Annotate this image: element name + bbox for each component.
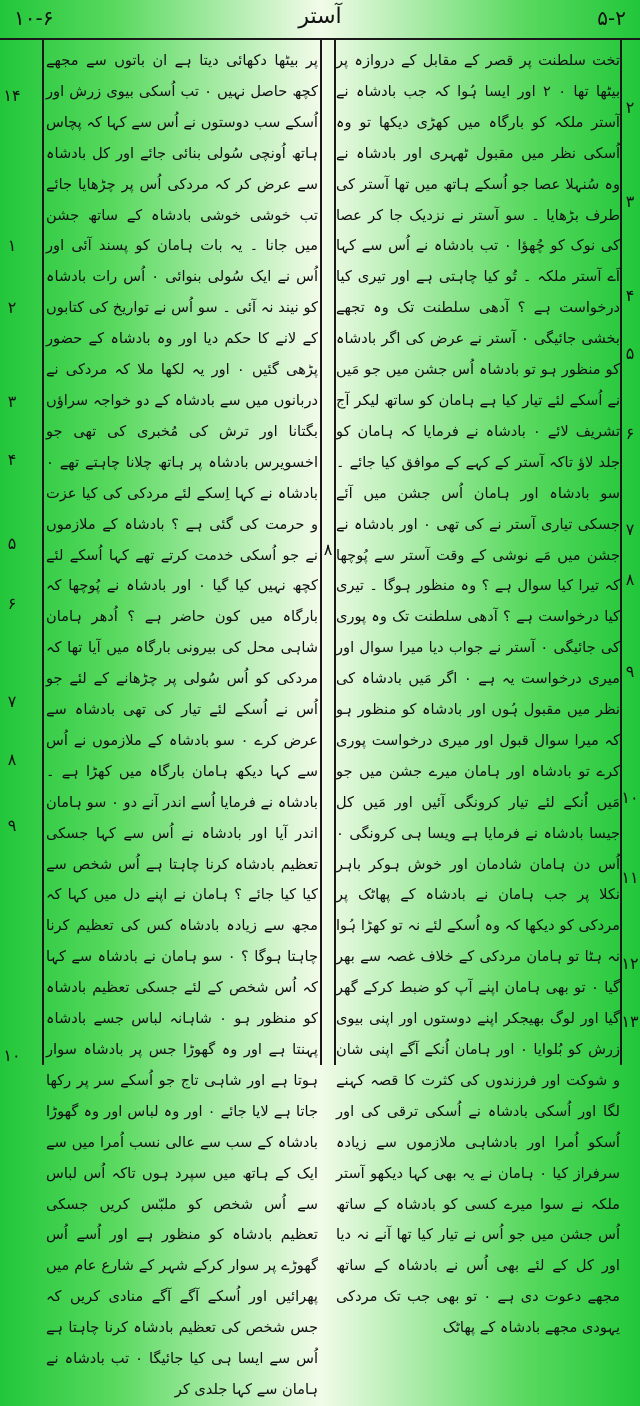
verse-number: ۱۴ [3,86,21,105]
verse-number: ۲ [7,298,17,317]
page-title: آستر [298,4,342,29]
verse-number: ۳ [7,392,17,411]
verse-number: ۷ [7,692,17,711]
verse-number: ۸ [323,540,333,559]
verse-number: ۸ [7,750,17,769]
verse-number: ۵ [625,344,635,363]
verse-number: ۲ [625,98,635,117]
verse-number: ۱۱ [621,868,639,887]
verse-number: ۳ [625,192,635,211]
verse-number: ۱ [7,236,17,255]
verse-number: ۱۳ [621,1012,639,1031]
verse-number: ۱۰ [3,1046,21,1065]
verse-numbers-left [2,46,42,1065]
verse-number: ۱۰ [621,788,639,807]
verse-number: ۱۲ [621,954,639,973]
chapter-range-right: ۵-۲ [597,6,626,30]
verse-number: ۵ [7,534,17,553]
verse-number: ۴ [625,286,635,305]
page-header [0,0,640,40]
text-column-left [46,46,319,1398]
verse-number: ۴ [7,450,17,469]
verse-number: ۸ [625,570,635,589]
verse-number: ۹ [625,662,635,681]
left-margin-rule [42,39,44,1065]
left-column-text: پر بیٹھا دکھائی دیتا ہے ان باتوں سے مجھے کچھ حاصل نہیں ۰ تب اُسکی بیوی زرش اور اُسکے سب دوستوں نے اُس سے کہا کہ پچاس ہاتھ اُونچی سُولی بنائی جائے اور کل بادشاہ سے عرض کر کہ مردکی اُس پر چڑھایا جائے تب خوشی خوشی بادشاہ کے ساتھ جشن میں جانا ۔ یہ بات ہامان کو پسند آئی اور اُس نے ایک سُولی بنوائی ۰ اُس رات بادشاہ کو نیند نہ آئی ۔ سو اُس نے تواریخ کی کتابوں کے لانے کا حکم دیا اور وہ بادشاہ کے حضور پڑھی گئیں ۰ اور یہ لکھا ملا کہ مردکی نے دربانوں میں سے بادشاہ کے دو خواجہ سراؤں بگتانا اور ترش کی مُخبری کی تھی جو اخسویرس بادشاہ پر ہاتھ چلانا چاہتے تھے ۰ بادشاہ نے کہا اِسکے لئے مردکی کی کیا عزت و حرمت کی گئی ہے ؟ بادشاہ کے ملازموں نے جو اُسکی خدمت کرتے تھے کہا اُسکے لئے کچھ نہیں کیا گیا ۰ اور بادشاہ نے پُوچھا کہ بارگاہ میں کون حاضر ہے ؟ اُدھر ہامان شاہی محل کی بیرونی بارگاہ میں آیا تھا کہ مردکی کو اُس سُولی پر چڑھانے کے لئے جو اُس نے اُسکے لئے تیار کی تھی بادشاہ سے عرض کرے ۰ سو بادشاہ کے ملازموں نے اُس سے کہا دیکھ ہامان بارگاہ میں کھڑا ہے ۔ بادشاہ نے فرمایا اُسے اندر آنے دو ۰ سو ہامان اندر آیا اور بادشاہ نے اُس سے کہا جسکی تعظیم بادشاہ کرنا چاہتا ہے اُس شخص سے کیا کیا جائے ؟ ہامان نے اپنے دل میں کہا کہ مجھ سے زیادہ بادشاہ کس کی تعظیم کرنا چاہتا ہوگا ؟ ۰ سو ہامان نے بادشاہ سے کہا کہ اُس شخص کے لئے جسکی تعظیم بادشاہ کو منظور ہو ۰ شاہانہ لباس جسے بادشاہ پہنتا ہے اور وہ گھوڑا جس پر بادشاہ سوار ہوتا ہے اور شاہی تاج جو اُسکے سر پر رکھا جاتا ہے لایا جائے ۰ اور وہ لباس اور وہ گھوڑا بادشاہ کے سب سے عالی نسب اُمرا میں سے ایک کے ہاتھ میں سپرد ہوں تاکہ اُس لباس سے اُس شخص کو ملبّس کریں جسکی تعظیم بادشاہ کو منظور ہے اور اُسے اُس گھوڑے پر سوار کرکے شہر کے شارع عام میں پھرائیں اور اُسکے آگے آگے منادی کریں کہ جس شخص کی تعظیم بادشاہ کرنا چاہتا ہے اُس سے ایسا ہی کیا جائیگا ۰ تب بادشاہ نے ہامان سے کہا جلدی کر [46,52,319,1398]
chapter-range-left: ۱۰-۶ [14,6,54,30]
verse-number: ۶ [625,424,635,443]
verse-numbers-middle [320,46,336,1056]
verse-number: ۹ [7,816,17,835]
verse-number: ۷ [625,520,635,539]
text-column-right [336,46,621,1337]
right-column-text: تخت سلطنت پر قصر کے مقابل کے دروازہ پر بیٹھا تھا ۰ ۲ اور ایسا ہُوا کہ جب بادشاہ نے آستر ملکہ کو بارگاہ میں کھڑی دیکھا تو وہ اُسکی نظر میں مقبول ٹھہری اور بادشاہ نے وہ سُنہلا عصا جو اُسکے ہاتھ میں تھا آستر کی طرف بڑھایا ۔ سو آستر نے نزدیک جا کر عصا کی نوک کو چُھؤا ۰ تب بادشاہ نے اُس سے کہا اَے آستر ملکہ ۔ تُو کیا چاہتی ہے اور تیری کیا درخواست ہے ؟ آدھی سلطنت تک وہ تجھے بخشی جائیگی ۰ آستر نے عرض کی اگر بادشاہ کو منظور ہو تو بادشاہ اُس جشن میں جو مَیں نے اُسکے لئے تیار کیا ہے ہامان کو ساتھ لیکر آج تشریف لائے ۰ بادشاہ نے فرمایا کہ ہامان کو جلد لاؤ تاکہ آستر کے کہے کے موافق کیا جائے ۔ سو بادشاہ اور ہامان اُس جشن میں آئے جسکی تیاری آستر نے کی تھی ۰ اور بادشاہ نے جشن میں مَے نوشی کے وقت آستر سے پُوچھا کہ تیرا کیا سوال ہے ؟ وہ منظور ہوگا ۔ تیری کیا درخواست ہے ؟ آدھی سلطنت تک وہ پوری کی جائیگی ۰ آستر نے جواب دیا میرا سوال اور میری درخواست یہ ہے ۰ اگر مَیں بادشاہ کی نظر میں مقبول ہُوں اور بادشاہ کو منظور ہو کہ میرا سوال قبول اور میری درخواست پوری کرے تو بادشاہ اور ہامان میرے جشن میں جو مَیں اُنکے لئے تیار کرونگی آئیں اور مَیں کل جیسا بادشاہ نے فرمایا ہے ویسا ہی کرونگی ۰ اُس دن ہامان شادمان اور خوش ہوکر باہر نکلا پر جب ہامان نے بادشاہ کے پھاٹک پر مردکی کو دیکھا کہ وہ اُسکے لئے نہ تو کھڑا ہُوا نہ ہٹا تو ہامان مردکی کے خلاف غصہ سے بھر گیا ۰ تو بھی ہامان اپنے آپ کو ضبط کرکے گھر گیا اور لوگ بھیجکر اپنے دوستوں اور اپنی بیوی زرش کو بُلوایا ۰ اور ہامان اُنکے آگے اپنی شان و شوکت اور فرزندوں کی کثرت کا قصہ کہنے لگا اور اُسکی بادشاہ نے اُسکی ترقی کی اور اُسکو اُمرا اور بادشاہی ملازموں سے زیادہ سرفراز کیا ۰ ہامان نے یہ بھی کہا دیکھو آستر ملکہ نے سوا میرے کسی کو بادشاہ کے ساتھ اُس جشن میں جو اُس نے تیار کیا تھا آنے نہ دیا اور کل کے لئے بھی اُس نے بادشاہ کے ساتھ مجھے دعوت دی ہے ۰ تو بھی جب تک مردکی یہودی مجھے بادشاہ کے پھاٹک [336,52,621,1337]
verse-number: ۶ [7,594,17,613]
verse-numbers-right [620,46,640,1056]
